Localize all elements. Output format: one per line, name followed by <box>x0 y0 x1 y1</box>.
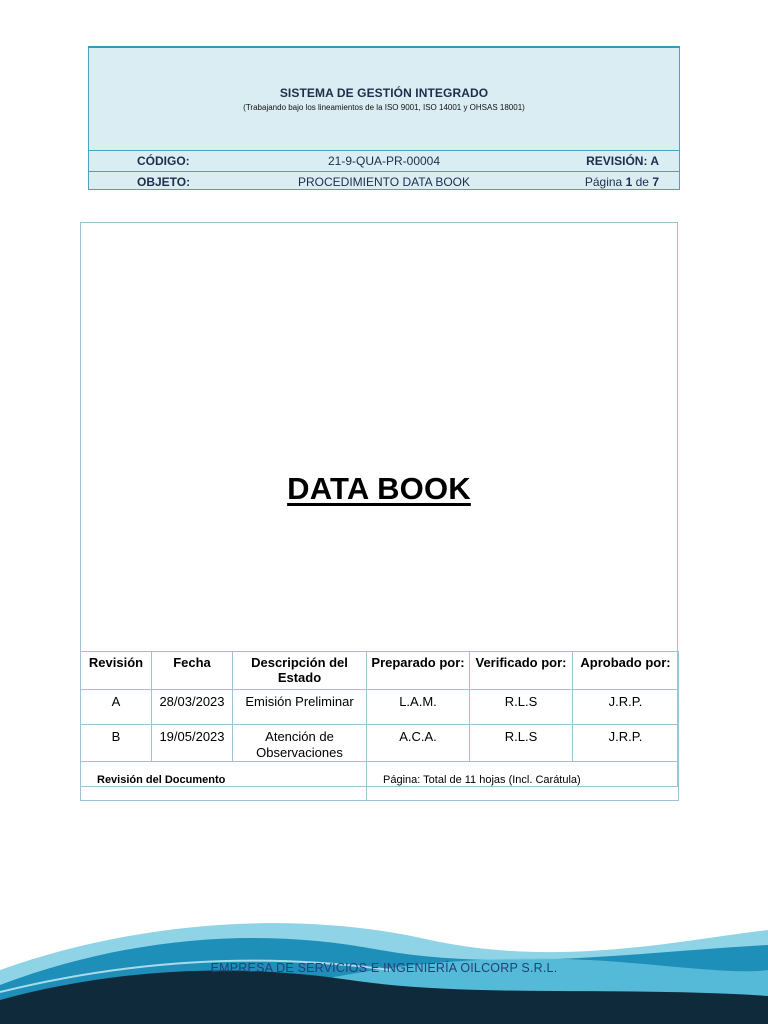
document-revision-label: Revisión del Documento <box>81 762 367 801</box>
system-subtitle: (Trabajando bajo los lineamientos de la ISO 9001, ISO 14001 y OHSAS 18001) <box>243 103 525 112</box>
cell-aprobado: J.R.P. <box>573 725 679 762</box>
revision-value: REVISIÓN: A <box>586 154 659 168</box>
document-title: DATA BOOK <box>287 471 471 506</box>
page-total: 7 <box>652 175 659 189</box>
header-aprobado: Aprobado por: <box>573 652 679 690</box>
page-current: 1 <box>625 175 633 189</box>
cell-preparado: L.A.M. <box>367 690 470 725</box>
cell-revision: A <box>81 690 152 725</box>
table-row <box>81 690 679 725</box>
page-word: Página <box>584 175 623 189</box>
header-preparado: Preparado por: <box>367 652 470 690</box>
header-row-objeto <box>89 171 679 192</box>
cell-verificado: R.L.S <box>470 725 573 762</box>
page-of: de <box>635 175 649 189</box>
cell-fecha: 19/05/2023 <box>152 725 233 762</box>
revision-table-footer <box>81 762 679 801</box>
document-header <box>88 46 680 190</box>
header-row-codigo <box>89 150 679 171</box>
cover-frame <box>80 222 678 787</box>
objeto-value: PROCEDIMIENTO DATA BOOK <box>297 175 471 189</box>
revision-table <box>80 651 679 801</box>
cell-revision: B <box>81 725 152 762</box>
cell-descripcion: Atención de Observaciones <box>233 725 367 762</box>
table-row <box>81 725 679 762</box>
cell-fecha: 28/03/2023 <box>152 690 233 725</box>
system-title: SISTEMA DE GESTIÓN INTEGRADO <box>279 86 489 100</box>
total-pages-label: Página: Total de 11 hojas (Incl. Carátula) <box>367 762 679 801</box>
header-revision: Revisión <box>81 652 152 690</box>
page-indicator <box>585 175 659 189</box>
objeto-label: OBJETO: <box>137 175 191 189</box>
revision-table-header <box>81 652 679 690</box>
company-name: EMPRESA DE SERVICIOS E INGENIERÍA OILCORP S.R.L. <box>210 961 558 975</box>
header-descripcion: Descripción del Estado <box>233 652 367 690</box>
header-verificado: Verificado por: <box>470 652 573 690</box>
cell-aprobado: J.R.P. <box>573 690 679 725</box>
header-fecha: Fecha <box>152 652 233 690</box>
cell-verificado: R.L.S <box>470 690 573 725</box>
codigo-label: CÓDIGO: <box>137 154 190 168</box>
codigo-value: 21-9-QUA-PR-00004 <box>327 154 441 168</box>
cell-preparado: A.C.A. <box>367 725 470 762</box>
cell-descripcion: Emisión Preliminar <box>233 690 367 725</box>
